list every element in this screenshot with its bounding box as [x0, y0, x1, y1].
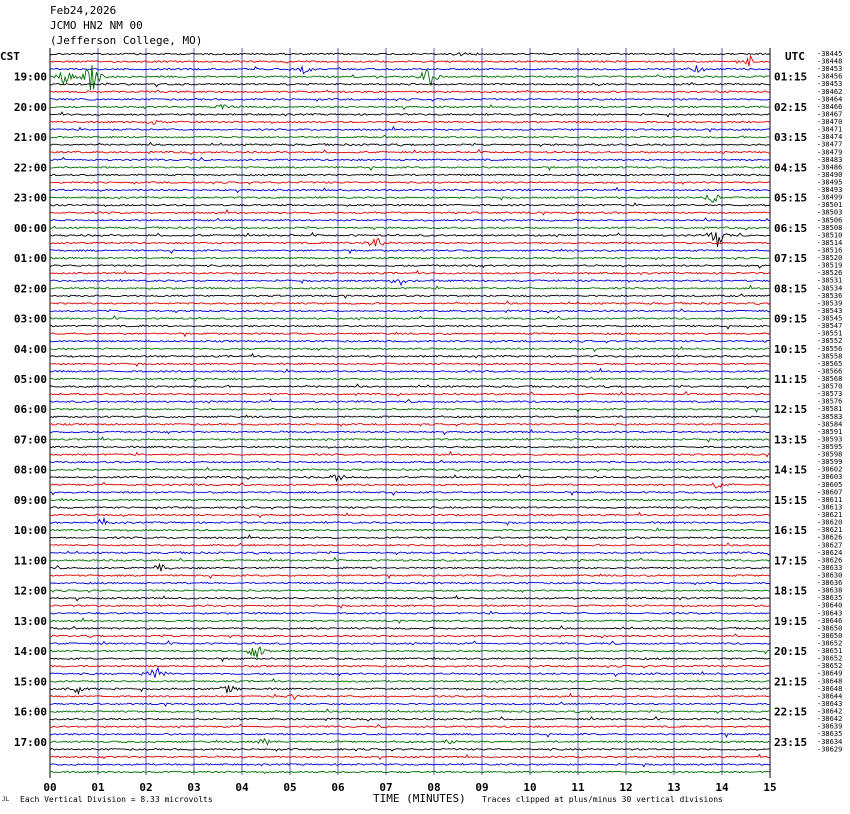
trace-row [50, 518, 770, 525]
row-offset-label: -38630 [817, 571, 843, 580]
trace-row [50, 709, 770, 713]
row-offset-label: -38453 [817, 80, 843, 89]
utc-hour-label: 13:15 [774, 433, 808, 447]
station-location: (Jefferson College, MO) [50, 34, 203, 47]
trace-row [50, 528, 770, 532]
row-offset-label: -38621 [817, 511, 843, 520]
x-tick-label: 05 [283, 781, 297, 794]
row-offset-label: -38650 [817, 624, 843, 633]
row-offset-label: -38646 [817, 616, 843, 625]
trace-row [50, 771, 770, 773]
row-offset-label: -38583 [817, 412, 843, 421]
utc-hour-label: 05:15 [774, 191, 808, 205]
row-offset-label: -38611 [817, 495, 843, 504]
row-offset-label: -38490 [817, 170, 843, 179]
row-offset-label: -38599 [817, 458, 843, 467]
row-offset-label: -38640 [817, 601, 843, 610]
row-offset-label: -38644 [817, 692, 843, 701]
x-tick-label: 10 [523, 781, 537, 794]
trace-row [50, 105, 770, 110]
trace-row [50, 755, 770, 760]
row-offset-label: -38650 [817, 631, 843, 640]
row-offset-label: -38643 [817, 699, 843, 708]
trace-row [50, 65, 770, 90]
x-tick-label: 11 [571, 781, 585, 794]
trace-row [50, 188, 770, 193]
trace-row [50, 309, 770, 313]
trace-row [50, 483, 770, 489]
row-offset-label: -38629 [817, 745, 843, 754]
trace-row [50, 507, 770, 509]
cst-hour-label: 05:00 [13, 372, 47, 386]
cst-hour-label: 15:00 [13, 675, 47, 689]
utc-hour-label: 21:15 [774, 675, 808, 689]
utc-hour-label: 15:15 [774, 493, 808, 507]
trace-row [50, 702, 770, 706]
row-offset-label: -38584 [817, 420, 843, 429]
trace-row [50, 399, 770, 403]
row-offset-label: -38573 [817, 390, 843, 399]
cst-hour-label: 14:00 [13, 645, 47, 659]
utc-hour-label: 12:15 [774, 403, 808, 417]
cst-hour-label: 07:00 [13, 433, 47, 447]
trace-row [50, 316, 770, 320]
row-offset-label: -38508 [817, 223, 843, 232]
row-offset-label: -38495 [817, 178, 843, 187]
row-offset-label: -38621 [817, 526, 843, 535]
row-offset-label: -38568 [817, 374, 843, 383]
row-offset-label: -38565 [817, 359, 843, 368]
row-offset-label: -38607 [817, 488, 843, 497]
trace-row [50, 558, 770, 562]
trace-row [50, 135, 770, 138]
row-offset-label: -38547 [817, 322, 843, 331]
row-offset-label: -38593 [817, 435, 843, 444]
row-offset-label: -38445 [817, 50, 843, 58]
cst-hour-label: 09:00 [13, 493, 47, 507]
x-tick-label: 07 [379, 781, 393, 794]
cst-hour-label: 12:00 [13, 584, 47, 598]
row-offset-label: -38539 [817, 299, 843, 308]
trace-row [50, 83, 770, 87]
row-offset-label: -38639 [817, 722, 843, 731]
cst-hour-label: 17:00 [13, 735, 47, 749]
trace-row [50, 301, 770, 305]
trace-row [50, 733, 770, 737]
trace-row [50, 574, 770, 578]
plot-date: Feb24,2026 [50, 4, 117, 17]
trace-row [50, 647, 770, 658]
cst-hour-label: 16:00 [13, 705, 47, 719]
row-offset-label: -38493 [817, 186, 843, 195]
trace-row [50, 679, 770, 683]
row-offset-label: -38648 [817, 684, 843, 693]
trace-row [50, 513, 770, 518]
trace-row [50, 492, 770, 496]
trace-row [50, 182, 770, 185]
cst-hour-label: 06:00 [13, 403, 47, 417]
row-offset-label: -38470 [817, 118, 843, 127]
trace-row [50, 354, 770, 358]
trace-row [50, 437, 770, 442]
row-offset-label: -38519 [817, 261, 843, 270]
row-offset-label: -38462 [817, 87, 843, 96]
row-offset-label: -38531 [817, 276, 843, 285]
cst-hour-label: 10:00 [13, 524, 47, 538]
cst-hour-label: 23:00 [13, 191, 47, 205]
row-offset-label: -38467 [817, 110, 843, 119]
row-offset-label: -38642 [817, 707, 843, 716]
trace-row [50, 634, 770, 638]
cst-hour-label: 08:00 [13, 463, 47, 477]
trace-row [50, 369, 770, 373]
trace-row [50, 218, 770, 221]
trace-row [50, 232, 770, 247]
trace-row [50, 499, 770, 501]
corner-mark: JL [2, 796, 10, 803]
cst-hour-label: 19:00 [13, 70, 47, 84]
trace-row [50, 112, 770, 117]
trace-row [50, 127, 770, 132]
trace-row [50, 384, 770, 388]
trace-row [50, 641, 770, 645]
trace-row [50, 347, 770, 352]
x-tick-label: 14 [715, 781, 729, 794]
station-code: JCMO HN2 NM 00 [50, 19, 143, 32]
row-offset-label: -38638 [817, 586, 843, 595]
trace-row [50, 717, 770, 722]
row-offset-label: -38591 [817, 427, 843, 436]
utc-axis-label: UTC [785, 50, 805, 63]
row-offset-label: -38613 [817, 503, 843, 512]
trace-row [50, 332, 770, 336]
row-offset-label: -38651 [817, 647, 843, 656]
row-offset-label: -38479 [817, 148, 843, 157]
row-offset-label: -38576 [817, 397, 843, 406]
trace-row [50, 158, 770, 161]
trace-row [50, 66, 770, 74]
x-tick-label: 12 [619, 781, 633, 794]
row-offset-label: -38598 [817, 450, 843, 459]
row-offset-label: -38626 [817, 533, 843, 542]
trace-row [50, 340, 770, 343]
trace-row [50, 238, 770, 246]
x-tick-label: 00 [43, 781, 57, 794]
row-offset-label: -38626 [817, 556, 843, 565]
utc-hour-label: 19:15 [774, 614, 808, 628]
row-offset-label: -38595 [817, 443, 843, 452]
trace-row [50, 265, 770, 268]
trace-row [50, 739, 770, 745]
x-tick-label: 06 [331, 781, 345, 794]
trace-row [50, 257, 770, 259]
row-offset-label: -38448 [817, 57, 843, 66]
row-offset-label: -38605 [817, 480, 843, 489]
trace-row [50, 415, 770, 417]
trace-row [50, 446, 770, 448]
row-offset-label: -38514 [817, 238, 843, 247]
trace-row [50, 430, 770, 434]
x-tick-label: 13 [667, 781, 681, 794]
row-offset-label: -38570 [817, 382, 843, 391]
utc-hour-label: 09:15 [774, 312, 808, 326]
trace-row [50, 657, 770, 661]
row-offset-label: -38652 [817, 654, 843, 663]
x-tick-label: 15 [763, 781, 777, 794]
trace-row [50, 280, 770, 286]
trace-row [50, 203, 770, 207]
row-offset-label: -38483 [817, 155, 843, 164]
row-offset-label: -38499 [817, 193, 843, 202]
utc-hour-label: 08:15 [774, 282, 808, 296]
trace-row [50, 150, 770, 155]
row-offset-label: -38516 [817, 246, 843, 255]
trace-row [50, 226, 770, 230]
row-offset-label: -38534 [817, 284, 843, 293]
cst-hour-label: 20:00 [13, 100, 47, 114]
trace-row [50, 166, 770, 170]
trace-row [50, 325, 770, 329]
row-offset-label: -38627 [817, 541, 843, 550]
trace-row [50, 363, 770, 366]
row-offset-label: -38543 [817, 306, 843, 315]
trace-row [50, 99, 770, 101]
trace-row [50, 377, 770, 381]
row-offset-label: -38456 [817, 72, 843, 81]
utc-hour-label: 23:15 [774, 735, 808, 749]
trace-row [50, 53, 770, 56]
utc-hour-label: 20:15 [774, 645, 808, 659]
row-offset-label: -38471 [817, 125, 843, 134]
utc-hour-label: 06:15 [774, 221, 808, 235]
row-offset-label: -38634 [817, 737, 843, 746]
row-offset-label: -38477 [817, 140, 843, 149]
trace-row [50, 626, 770, 629]
row-offset-label: -38506 [817, 216, 843, 225]
trace-row [50, 611, 770, 614]
utc-hour-label: 02:15 [774, 100, 808, 114]
row-offset-label: -38558 [817, 352, 843, 361]
trace-row [50, 564, 770, 571]
cst-hour-label: 11:00 [13, 554, 47, 568]
utc-hour-label: 16:15 [774, 524, 808, 538]
trace-row [50, 142, 770, 146]
x-tick-label: 03 [187, 781, 201, 794]
cst-hour-label: 00:00 [13, 221, 47, 235]
row-offset-label: -38503 [817, 208, 843, 217]
cst-axis-label: CST [0, 50, 20, 63]
row-offset-label: -38501 [817, 201, 843, 210]
row-offset-label: -38545 [817, 314, 843, 323]
trace-row [50, 475, 770, 481]
cst-hour-label: 13:00 [13, 614, 47, 628]
trace-row [50, 121, 770, 125]
trace-row [50, 249, 770, 253]
row-offset-label: -38464 [817, 95, 843, 104]
utc-hour-label: 18:15 [774, 584, 808, 598]
trace-row [50, 685, 770, 693]
trace-row [50, 551, 770, 555]
row-offset-label: -38551 [817, 329, 843, 338]
x-tick-label: 04 [235, 781, 249, 794]
row-offset-label: -38602 [817, 465, 843, 474]
row-offset-label: -38566 [817, 367, 843, 376]
trace-row [50, 195, 770, 202]
row-offset-label: -38466 [817, 102, 843, 111]
trace-row [50, 724, 770, 728]
row-offset-label: -38643 [817, 609, 843, 618]
trace-row [50, 90, 770, 93]
trace-row [50, 408, 770, 412]
x-axis-title: TIME (MINUTES) [373, 792, 466, 805]
scale-note: Each Vertical Division = 8.33 microvolts [20, 795, 213, 804]
trace-row [50, 452, 770, 457]
trace-row [50, 590, 770, 593]
row-offset-label: -38603 [817, 473, 843, 482]
trace-row [50, 605, 770, 609]
row-offset-label: -38624 [817, 548, 843, 557]
row-offset-label: -38652 [817, 639, 843, 648]
trace-row [50, 596, 770, 601]
x-tick-label: 02 [139, 781, 153, 794]
trace-row [50, 763, 770, 767]
trace-row [50, 460, 770, 463]
cst-hour-label: 21:00 [13, 131, 47, 145]
cst-hour-label: 02:00 [13, 282, 47, 296]
row-offset-label: -38510 [817, 231, 843, 240]
row-offset-label: -38520 [817, 254, 843, 263]
row-offset-label: -38648 [817, 677, 843, 686]
trace-row [50, 582, 770, 584]
row-offset-label: -38556 [817, 344, 843, 353]
row-offset-label: -38620 [817, 518, 843, 527]
trace-row [50, 392, 770, 397]
cst-hour-label: 03:00 [13, 312, 47, 326]
trace-row [50, 543, 770, 546]
trace-row [50, 174, 770, 176]
trace-row [50, 210, 770, 215]
row-offset-label: -38652 [817, 662, 843, 671]
trace-row [50, 424, 770, 427]
row-offset-label: -38633 [817, 563, 843, 572]
x-tick-label: 09 [475, 781, 489, 794]
utc-hour-label: 10:15 [774, 342, 808, 356]
row-offset-label: -38453 [817, 65, 843, 74]
row-offset-label: -38474 [817, 133, 843, 142]
cst-hour-label: 01:00 [13, 252, 47, 266]
trace-row [50, 668, 770, 678]
trace-row [50, 749, 770, 752]
trace-row [50, 294, 770, 298]
trace-row [50, 271, 770, 275]
utc-hour-label: 17:15 [774, 554, 808, 568]
cst-hour-label: 04:00 [13, 342, 47, 356]
row-offset-label: -38526 [817, 269, 843, 278]
trace-row [50, 694, 770, 700]
row-offset-label: -38649 [817, 669, 843, 678]
trace-row [50, 535, 770, 540]
utc-hour-label: 07:15 [774, 252, 808, 266]
trace-row [50, 467, 770, 471]
row-offset-label: -38552 [817, 337, 843, 346]
utc-hour-label: 22:15 [774, 705, 808, 719]
utc-hour-label: 03:15 [774, 131, 808, 145]
cst-hour-label: 22:00 [13, 161, 47, 175]
row-offset-label: -38642 [817, 715, 843, 724]
trace-row [50, 618, 770, 623]
utc-hour-label: 14:15 [774, 463, 808, 477]
trace-row [50, 56, 770, 66]
utc-hour-label: 01:15 [774, 70, 808, 84]
row-offset-label: -38636 [817, 579, 843, 588]
row-offset-label: -38536 [817, 291, 843, 300]
x-tick-label: 01 [91, 781, 105, 794]
trace-row [50, 286, 770, 290]
utc-hour-label: 11:15 [774, 372, 808, 386]
x-tick-label: 08 [427, 781, 441, 794]
row-offset-label: -38635 [817, 730, 843, 739]
row-offset-label: -38635 [817, 594, 843, 603]
utc-hour-label: 04:15 [774, 161, 808, 175]
clip-note: Traces clipped at plus/minus 30 vertical divisions [482, 795, 723, 804]
row-offset-label: -38581 [817, 405, 843, 414]
row-offset-label: -38486 [817, 163, 843, 172]
